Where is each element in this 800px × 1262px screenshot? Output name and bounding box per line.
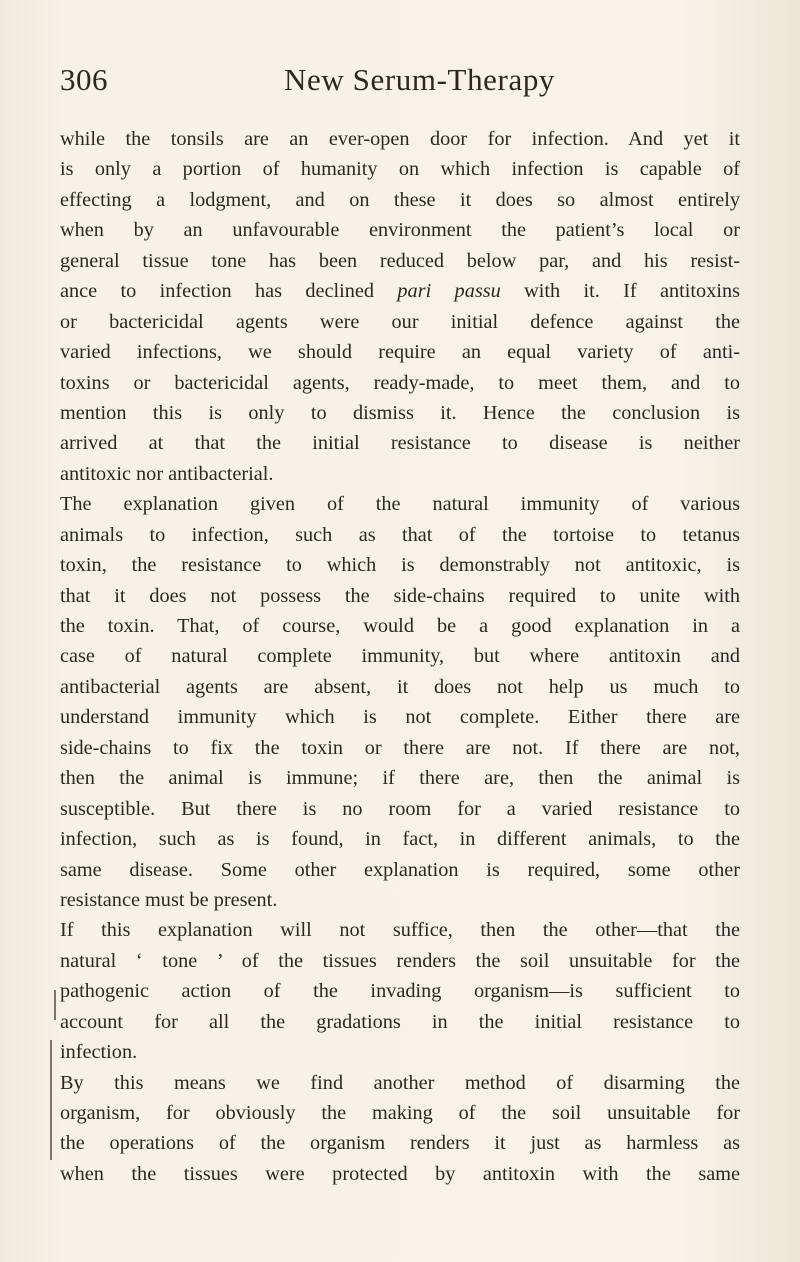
text-line: effecting a lodgment, and on these it does so almost entirely — [60, 188, 740, 211]
text-segment: with it. If antitoxins — [500, 280, 740, 303]
text-line: account for all the gradations in the initial resistance to — [60, 1010, 740, 1033]
text-line: when by an unfavourable environment the patient’s local or — [60, 219, 740, 242]
text-line: while the tonsils are an ever-open door for infection. And yet it — [60, 128, 740, 150]
text-line: side-chains to fix the toxin or there are not. If there are not, — [60, 736, 740, 759]
text-line: natural ‘ tone ’ of the tissues renders the soil unsuitable for the — [60, 949, 740, 972]
page-title: New Serum-Therapy — [284, 62, 556, 97]
text-line: infection, such as is found, in fact, in different animals, to the — [60, 828, 740, 851]
text-segment: ance to infection has declined — [60, 280, 398, 303]
body-text — [60, 124, 740, 1189]
text-line: general tissue tone has been reduced below par, and his resist- — [60, 249, 740, 272]
text-line: The explanation given of the natural immunity of various — [60, 493, 740, 516]
text-line: antibacterial agents are absent, it does not help us much to — [60, 675, 740, 698]
margin-pencil-mark — [50, 1040, 52, 1160]
text-line: case of natural complete immunity, but where antitoxin and — [60, 645, 740, 668]
text-line: By this means we find another method of disarming the — [60, 1071, 740, 1094]
text-line: the toxin. That, of course, would be a good explanation in a — [60, 615, 740, 637]
text-line: resistance must be present. — [60, 888, 278, 911]
running-head — [60, 62, 740, 104]
margin-pencil-mark — [54, 990, 56, 1020]
text-line: infection. — [60, 1041, 138, 1064]
text-line: when the tissues were protected by antitoxin with the same — [60, 1162, 740, 1185]
text-line: animals to infection, such as that of the tortoise to tetanus — [60, 523, 740, 546]
text-line: is only a portion of humanity on which infection is capable of — [60, 158, 740, 181]
text-line: toxin, the resistance to which is demonstrably not antitoxic, is — [60, 554, 740, 577]
text-line: or bactericidal agents were our initial defence against the — [60, 310, 740, 333]
text-line: then the animal is immune; if there are, then the animal is — [60, 767, 740, 790]
text-line: pathogenic action of the invading organism—is sufficient to — [60, 980, 740, 1003]
text-line: susceptible. But there is no room for a varied resistance to — [60, 797, 740, 820]
text-line: the operations of the organism renders it just as harmless as — [60, 1132, 740, 1155]
text-line: same disease. Some other explanation is required, some other — [60, 858, 740, 881]
text-line — [60, 276, 740, 306]
text-line: understand immunity which is not complete. Either there are — [60, 706, 740, 729]
text-line: varied infections, we should require an equal variety of anti- — [60, 341, 740, 364]
page-number: 306 — [60, 62, 108, 97]
text-line: arrived at that the initial resistance to disease is neither — [60, 432, 740, 455]
text-line: toxins or bactericidal agents, ready-made, to meet them, and to — [60, 371, 740, 394]
text-line: mention this is only to dismiss it. Hence the conclusion is — [60, 401, 740, 424]
italic-phrase: pari passu — [397, 280, 501, 303]
text-line: that it does not possess the side-chains required to unite with — [60, 584, 740, 607]
text-line: antitoxic nor antibacterial. — [60, 462, 274, 485]
text-line: organism, for obviously the making of the soil unsuitable for — [60, 1102, 740, 1124]
text-line: If this explanation will not suffice, then the other—that the — [60, 919, 740, 942]
